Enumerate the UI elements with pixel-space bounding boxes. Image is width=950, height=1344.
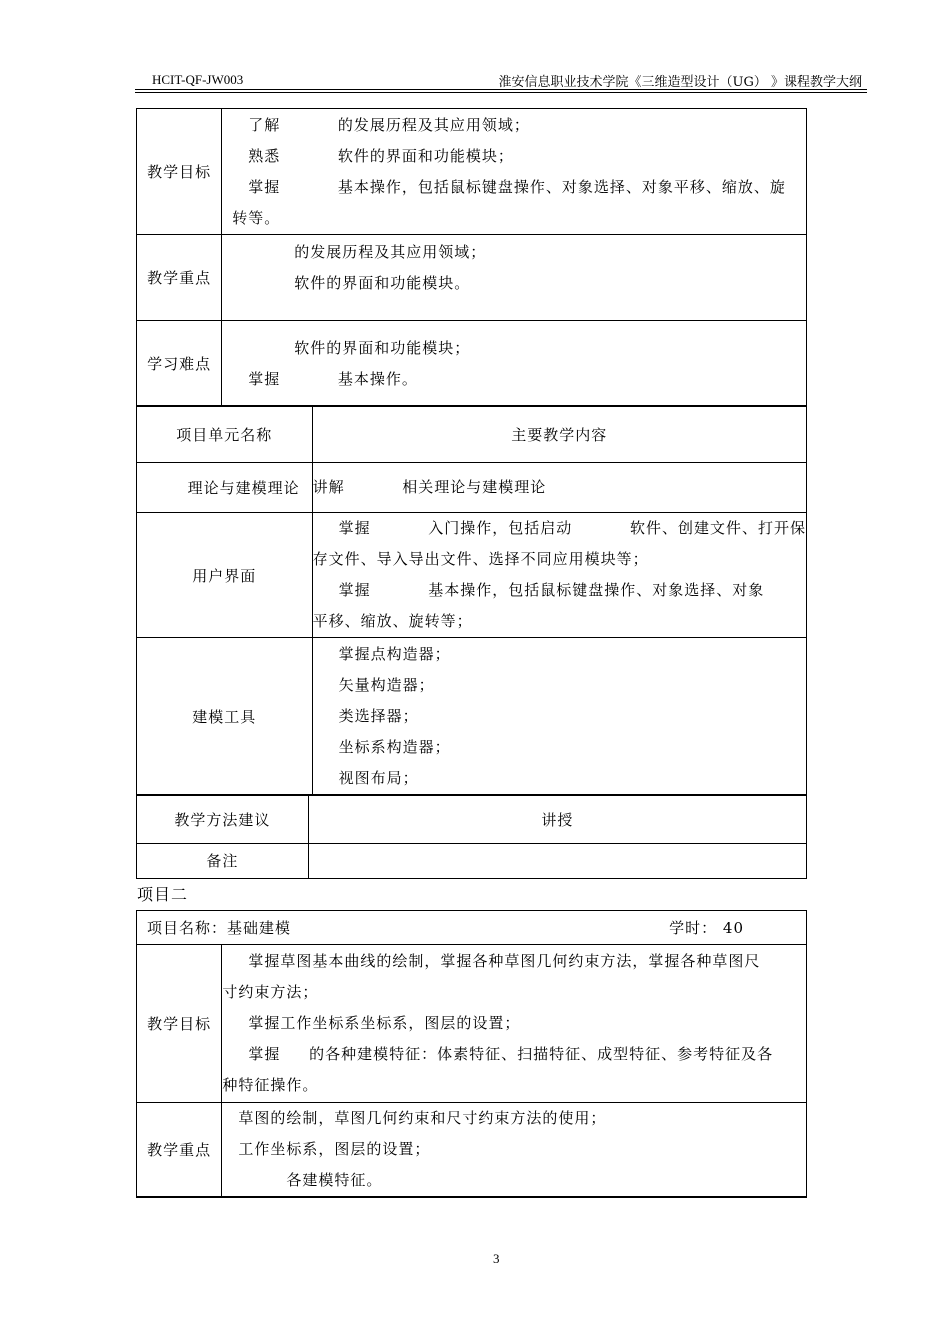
unit-content-line: 掌握 入门操作，包括启动 软件、创建文件、打开保 bbox=[338, 519, 806, 537]
unit-content bbox=[312, 463, 806, 513]
key-label: 教学重点 bbox=[137, 235, 222, 321]
remark-value bbox=[308, 843, 806, 878]
goal-line: 转等。 bbox=[232, 208, 281, 227]
key-line: 各建模特征。 bbox=[286, 1171, 383, 1189]
unit-name-header: 项目单元名称 bbox=[137, 406, 313, 463]
goal-line: 熟悉 软件的界面和功能模块； bbox=[248, 146, 514, 165]
syllabus-table-1 bbox=[136, 108, 807, 407]
goal-label: 教学目标 bbox=[137, 945, 222, 1103]
header-rule bbox=[135, 89, 867, 90]
unit-content-line: 类选择器； bbox=[338, 706, 419, 725]
goal-line: 寸约束方法； bbox=[222, 983, 319, 1001]
project-row bbox=[137, 911, 807, 945]
key-content bbox=[222, 235, 807, 321]
unit-content bbox=[312, 513, 806, 638]
key-line: 草图的绘制，草图几何约束和尺寸约束方法的使用； bbox=[238, 1109, 607, 1127]
difficulty-line: 软件的界面和功能模块； bbox=[294, 338, 471, 357]
unit-content-line: 掌握 基本操作，包括鼠标键盘操作、对象选择、对象 bbox=[338, 581, 765, 599]
unit-content-line: 视图布局； bbox=[338, 768, 419, 787]
method-table bbox=[136, 794, 807, 879]
difficulty-content bbox=[222, 321, 807, 407]
key-line: 软件的界面和功能模块。 bbox=[294, 274, 471, 292]
section-title: 项目二 bbox=[137, 885, 189, 904]
unit-content-line: 存文件、导入导出文件、选择不同应用模块等； bbox=[312, 550, 649, 568]
unit-table bbox=[136, 405, 807, 795]
syllabus-table-2 bbox=[136, 910, 807, 1198]
goal-line: 掌握 的各种建模特征：体素特征、扫描特征、成型特征、参考特征及各 bbox=[248, 1045, 774, 1063]
goal-content bbox=[222, 109, 807, 235]
key-label: 教学重点 bbox=[137, 1103, 222, 1198]
page-number: 3 bbox=[493, 1251, 500, 1266]
difficulty-line: 掌握 基本操作。 bbox=[248, 369, 418, 388]
unit-name: 用户界面 bbox=[137, 513, 313, 638]
unit-name: 建模工具 bbox=[137, 638, 313, 795]
goal-line: 掌握 基本操作，包括鼠标键盘操作、对象选择、对象平移、缩放、旋 bbox=[248, 177, 786, 196]
header-rule-2 bbox=[135, 92, 867, 93]
key-content bbox=[222, 1103, 807, 1198]
key-line: 工作坐标系，图层的设置； bbox=[238, 1140, 431, 1158]
goal-content bbox=[222, 945, 807, 1103]
unit-content bbox=[312, 638, 806, 795]
unit-content-line: 掌握点构造器； bbox=[338, 644, 451, 663]
goal-line: 掌握草图基本曲线的绘制，掌握各种草图几何约束方法，掌握各种草图尺 bbox=[248, 952, 761, 970]
doc-code: HCIT-QF-JW003 bbox=[152, 72, 244, 87]
method-value: 讲授 bbox=[308, 795, 806, 843]
unit-content-line: 坐标系构造器； bbox=[338, 737, 451, 756]
unit-content-line: 矢量构造器； bbox=[338, 675, 435, 694]
method-label: 教学方法建议 bbox=[137, 795, 309, 843]
content-header: 主要教学内容 bbox=[312, 406, 806, 463]
remark-label: 备注 bbox=[137, 843, 309, 878]
unit-name: 理论与建模理论 bbox=[137, 463, 313, 513]
goal-label: 教学目标 bbox=[137, 109, 222, 235]
hours: 学时： 40 bbox=[669, 919, 744, 937]
unit-content-line: 讲解 相关理论与建模理论 bbox=[312, 478, 547, 496]
goal-line: 掌握工作坐标系坐标系，图层的设置； bbox=[248, 1014, 521, 1032]
project-name: 项目名称：基础建模 bbox=[147, 919, 292, 937]
goal-line: 了解 的发展历程及其应用领域； bbox=[248, 115, 530, 134]
key-line: 的发展历程及其应用领域； bbox=[294, 243, 487, 261]
difficulty-label: 学习难点 bbox=[137, 321, 222, 407]
unit-content-line: 平移、缩放、旋转等； bbox=[312, 612, 473, 630]
doc-title: 淮安信息职业技术学院《三维造型设计（UG） 》课程教学大纲 bbox=[498, 75, 862, 90]
goal-line: 种特征操作。 bbox=[222, 1076, 319, 1094]
